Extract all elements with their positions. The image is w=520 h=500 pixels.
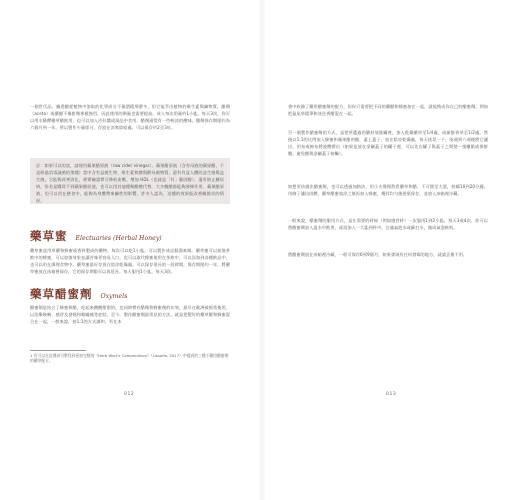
left-paragraph-2: 藥草蜜是用草藥和蜂蜜或香料製成的藥物。每次可以吃1小匙，可以製作成這個湯來喝。藥草蜜可以加進茶飲中的蜂蜜，可以加強效果並讓苦味更容易入口，也可以取代蜂蜜使用在茶飲中，可以添加到各種飲品中，也可以用在調理食物中。藥草蜜最好存放在陰涼乾燥處。可以保存很長的一段時間，保存期限約一年。將藥草蜜放在冰箱裡保存，它的保存期限可以再延長。每天服用1小匙，每天3次。 [30, 248, 230, 274]
right-paragraph-1: 書中收錄了藥用醋蜜劑的配方，但你只需要把不同的藥醋和蜂蜜加在一起，就能換成你自己的醋蜜劑。例如把鼠尾草精華和迷迭香醋混在一起。 [288, 104, 488, 116]
section-heading-electuaries [30, 228, 162, 244]
note-text: 註：如果可以的話，請使用蘋果醋原液（raw cider vinegar）。蘋果醋原液（含有母液的蘋果醋，不是經過消毒滅菌的那種）當中含有益菌生物、維生素和酵與酵母菌物質，還有有益人體的益生菌與益生菌，它能夠改善消化，經實驗證實可降低血壓、增加 HDL（也就是「好」膽固醇），還有防止糖尿病，但若是購買不到蘋果醋原液，也可以用其他種類醋酸代替，大多數醋都能夠發揮作用。蘋果醋原液，也可以用在膳食中，能夠為身體帶來鹼性的影響，許多人認為，這種的效果能改善關節炎的情況。 [36, 163, 224, 203]
footnote-rule [30, 350, 86, 351]
heading-zh: 藥草蜜 [30, 229, 68, 243]
right-paragraph-2: 另一個製作醋蜜劑的方式，是把所選過的藥材放進罐裡，加入乾燥藥草至1/4處，或新鮮香草至1/2處，然後以1:1的比例加入蜂蜜和蘋果醋的醋，蓋上蓋子，放在陰涼乾燥處，每天搖晃一下，兩週到六週後將它濾出，用布或棉布將液體擠出（如果是放在金屬蓋子的罐子裡，可以先在罐子與蓋子之間墊一張蠟紙或保鮮膜，避免醋與金屬蓋子接觸）。 [288, 130, 488, 156]
heading-en: Electuaries (Herbal Honey) [75, 235, 162, 242]
right-page [262, 0, 520, 500]
heading-zh: 藥草醋蜜劑 [30, 287, 93, 301]
page-number-right: 013 [386, 392, 397, 397]
page-number-left: 012 [124, 392, 135, 397]
footnote: 1 有可以在此搜尋引擎找到更加完整的《Herb Wort's Compendium》（Lissofia, 2017）中提到的三種不藥用醋蜜劑的藥草配方。 [30, 353, 229, 364]
left-paragraph-3: 醋蜜劑是結合了蜂蜜和醋，吃起來酸酸甜甜的，也同時帶有醋劑和蜂蜜劑的功效，最早在歐洲被經常使用，以治療咳嗽、感冒及發燒和喉嚨痛等症狀。至今，製作醋蜜劑最常見的方法，就是把製好的藥草醋和蜂蜜混合在一起，一般來說，按1:1的方式調和，若在本 [30, 305, 230, 324]
heading-en: Oxymels [100, 293, 128, 300]
note-box [30, 158, 230, 204]
right-paragraph-4: 一般來說，醋蜜劑的服用方式，是在需要的時候（例如感冒時）一次服用1到2小匙，每天3或4次，你可以將醋蜜劑加入溫水中飲用，或再加入一大匙到杯中，注滿氣泡水或蘇打水，做成氣泡飲料。 [288, 218, 488, 230]
right-paragraph-3: 如想更快做出醋蜜劑，也可以透過加熱法，用小火慢慢熬煮藥草和醋，不可開至大滾，持續10到20分鐘，用篩子濾出固體，藥草醋蜜放涼之後再加入蜂蜜，攪拌均勻後裝瓶保存，並放入冰箱裡冷藏。 [288, 184, 488, 196]
right-paragraph-5: 將醋蜜劑放在冰箱裡冷藏，一般可保存6到9個月，如果發現有任何發霉的地方，就請丟棄不用。 [288, 252, 468, 257]
section-heading-oxymels [30, 286, 127, 302]
left-paragraph-1: 一個世代品，據悉醋從植物中溶取的化學成分不像酒精那麼多，但它能萃出植物的維生素與礦物質。醋劑（aceta）或藥醋不像酊劑那樣強烈，因此使用的劑量也需要提高。成人每次用量約1小匙，每天3次，你可以用水稀釋藥草醋飲用，也可以加入沙拉醬或湯品中食用。醋劑通常有一些較淡的酸味。醋劑保存期限約為六個月到一年，所以製作少量即可，存放在涼爽陰暗處。可以保存約2至3年。 [30, 104, 230, 130]
